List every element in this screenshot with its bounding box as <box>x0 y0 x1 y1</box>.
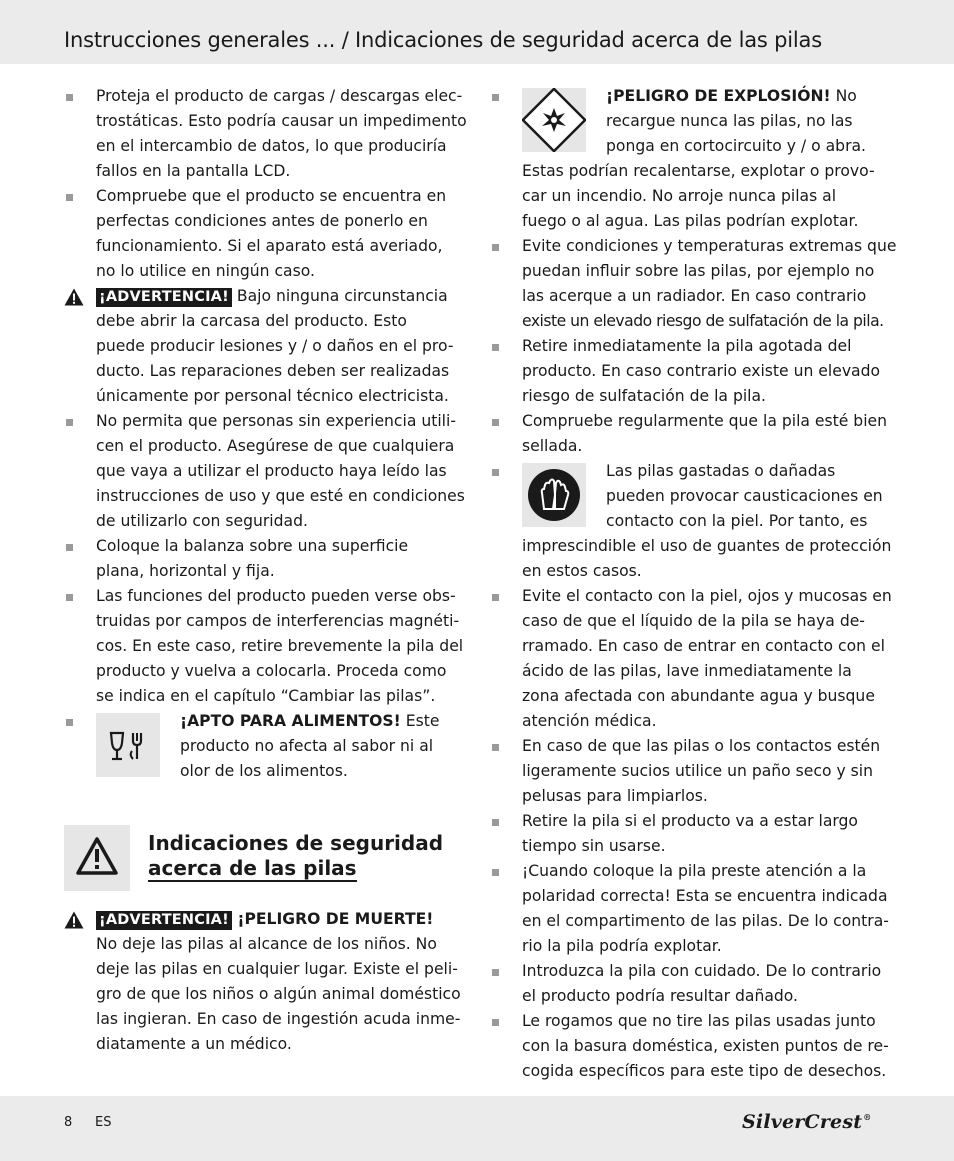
explosion-hazard-icon <box>522 88 586 152</box>
food-safe-icon <box>96 713 160 777</box>
list-item: Coloque la balanza sobre una superficie plana, horizontal y fija. <box>64 534 464 584</box>
section-heading <box>64 825 464 891</box>
protective-gloves-icon <box>522 463 586 527</box>
list-item: Evite condiciones y temperaturas extremas que puedan influir sobre las pilas, por ejemplo no las acerque a un radiador. En caso contrario existe un elevado riesgo de sulfatación de la pila. <box>490 234 890 334</box>
warning-triangle-icon <box>64 825 130 891</box>
right-column <box>490 84 897 1084</box>
warning-item: ¡ADVERTENCIA! Bajo ninguna circunstancia debe abrir la carcasa del producto. Esto puede producir lesiones y / o daños en el pro- ducto. Las reparaciones deben ser realizadas únicamente por personal técnico electricista. <box>64 284 464 409</box>
food-safe-item: ¡APTO PARA ALIMENTOS! Este producto no afecta al sabor ni al olor de los alimentos. <box>64 709 464 784</box>
square-bullet-icon <box>66 544 73 551</box>
list-item: Evite el contacto con la piel, ojos y mucosas en caso de que el líquido de la pila se haya de- rramado. En caso de entrar en contacto con el ácido de las pilas, lave inmediatamente la zona afectada con abundante agua y busque atención médica. <box>490 584 890 734</box>
square-bullet-icon <box>492 594 499 601</box>
square-bullet-icon <box>492 744 499 751</box>
page-number: 8 <box>64 1115 73 1130</box>
warning-triangle-icon <box>64 911 84 929</box>
square-bullet-icon <box>492 469 499 476</box>
language-code: ES <box>95 1115 112 1130</box>
square-bullet-icon <box>492 244 499 251</box>
square-bullet-icon <box>492 344 499 351</box>
left-column-lower <box>64 907 464 1057</box>
gloves-item: Las pilas gastadas o dañadas pueden provocar causticaciones en contacto con la piel. Por tanto, es imprescindible el uso de guantes de protección en estos casos. <box>490 459 890 584</box>
square-bullet-icon <box>66 94 73 101</box>
list-item: Proteja el producto de cargas / descargas elec- trostáticas. Esto podría causar un impedimento en el intercambio de datos, lo que produciría fallos en la pantalla LCD. <box>64 84 464 184</box>
list-item: Las funciones del producto pueden verse obs- truidas por campos de interferencias magnéti- cos. En este caso, retire brevemente la pila del producto y vuelva a colocarla. Proceda como se indica en el capítulo “Cambiar las pilas”. <box>64 584 464 709</box>
warning-triangle-icon <box>64 288 84 306</box>
explosion-item: ¡PELIGRO DE EXPLOSIÓN! No recargue nunca las pilas, no las ponga en cortocircuito y / o abra. Estas podrían recalentarse, explotar o provo- car un incendio. No arroje nunca pilas al fuego o al agua. Las pilas podrían explotar. <box>490 84 890 234</box>
list-item: En caso de que las pilas o los contactos estén ligeramente sucios utilice un paño seco y sin pelusas para limpiarlos. <box>490 734 890 809</box>
square-bullet-icon <box>492 419 499 426</box>
list-item: Retire inmediatamente la pila agotada del producto. En caso contrario existe un elevado riesgo de sulfatación de la pila. <box>490 334 890 409</box>
square-bullet-icon <box>66 594 73 601</box>
section-title: Indicaciones de seguridad acerca de las pilas <box>148 831 444 880</box>
list-item: Le rogamos que no tire las pilas usadas junto con la basura doméstica, existen puntos de re- cogida específicos para este tipo de desechos. <box>490 1009 890 1084</box>
square-bullet-icon <box>492 969 499 976</box>
square-bullet-icon <box>492 94 499 101</box>
list-item: Compruebe que el producto se encuentra en perfectas condiciones antes de ponerlo en funcionamiento. Si el aparato está averiado, no lo utilice en ningún caso. <box>64 184 464 284</box>
list-item: ¡Cuando coloque la pila preste atención a la polaridad correcta! Esta se encuentra indicada en el compartimento de las pilas. De lo contra- rio la pila podría explotar. <box>490 859 890 959</box>
warning-item: ¡ADVERTENCIA! ¡PELIGRO DE MUERTE! No deje las pilas al alcance de los niños. No deje las pilas en cualquier lugar. Existe el peli- gro de que los niños o algún animal doméstico las ingieran. En caso de ingestión acuda inme- diatamente a un médico. <box>64 907 464 1057</box>
left-column <box>64 84 467 784</box>
page-title: Instrucciones generales ... / Indicaciones de seguridad acerca de las pilas <box>64 28 822 52</box>
square-bullet-icon <box>492 869 499 876</box>
list-item: No permita que personas sin experiencia utili- cen el producto. Asegúrese de que cualquiera que vaya a utilizar el producto haya leído las instrucciones de uso y que esté en condiciones de utilizarlo con seguridad. <box>64 409 464 534</box>
warning-badge: ¡ADVERTENCIA! <box>96 288 232 307</box>
list-item: Retire la pila si el producto va a estar largo tiempo sin usarse. <box>490 809 890 859</box>
brand-logo: SilverCrest® <box>742 1111 872 1133</box>
square-bullet-icon <box>66 194 73 201</box>
list-item: Compruebe regularmente que la pila esté bien sellada. <box>490 409 890 459</box>
square-bullet-icon <box>492 819 499 826</box>
square-bullet-icon <box>492 1019 499 1026</box>
list-item: Introduzca la pila con cuidado. De lo contrario el producto podría resultar dañado. <box>490 959 890 1009</box>
warning-badge: ¡ADVERTENCIA! <box>96 911 232 930</box>
square-bullet-icon <box>66 719 73 726</box>
square-bullet-icon <box>66 419 73 426</box>
